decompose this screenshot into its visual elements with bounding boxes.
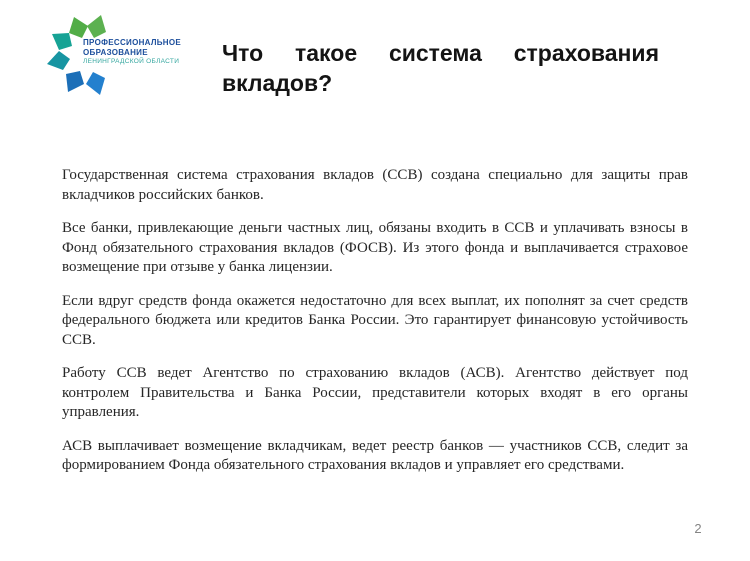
logo-org-name-line1: ПРОФЕССИОНАЛЬНОЕ [83, 38, 182, 47]
logo-text [83, 38, 181, 66]
logo-region-label: ЛЕНИНГРАДСКОЙ ОБЛАСТИ [83, 58, 180, 65]
slide-title [222, 38, 659, 98]
body-paragraph-2: Все банки, привлекающие деньги частных лиц, обязаны входить в ССВ и уплачивать взносы в Фонд обязательного страхования вкладов (ФОСВ). Из этого фонда и выплачивается страховое возмещение при отзыве у банка лицензии. [62, 220, 688, 275]
org-logo [45, 8, 205, 108]
slide-body [62, 166, 688, 490]
slide-title-line2: вкладов? [222, 70, 333, 96]
body-paragraph-3: Если вдруг средств фонда окажется недостаточно для всех выплат, их пополнят за счет средств федерального бюджета или кредитов Банка России. Это гарантирует финансовую устойчивость ССВ. [62, 292, 688, 348]
logo-org-name-line2: ОБРАЗОВАНИЕ [83, 47, 148, 57]
body-paragraph-5: АСВ выплачивает возмещение вкладчикам, ведет реестр банков — участников ССВ, следит за формированием Фонда обязательного страхования вкладов и управляет его средствами. [62, 437, 688, 473]
body-paragraph-4: Работу ССВ ведет Агентство по страхованию вкладов (АСВ). Агентство действует под контролем Правительства и Банка России, представители которых входят в его органы управления. [62, 365, 688, 420]
slide-title-line1: Что такое система страхования [222, 40, 659, 66]
body-paragraph-1: Государственная система страхования вкладов (ССВ) создана специально для защиты прав вкладчиков российских банков. [62, 167, 688, 203]
page-number: 2 [694, 521, 702, 536]
